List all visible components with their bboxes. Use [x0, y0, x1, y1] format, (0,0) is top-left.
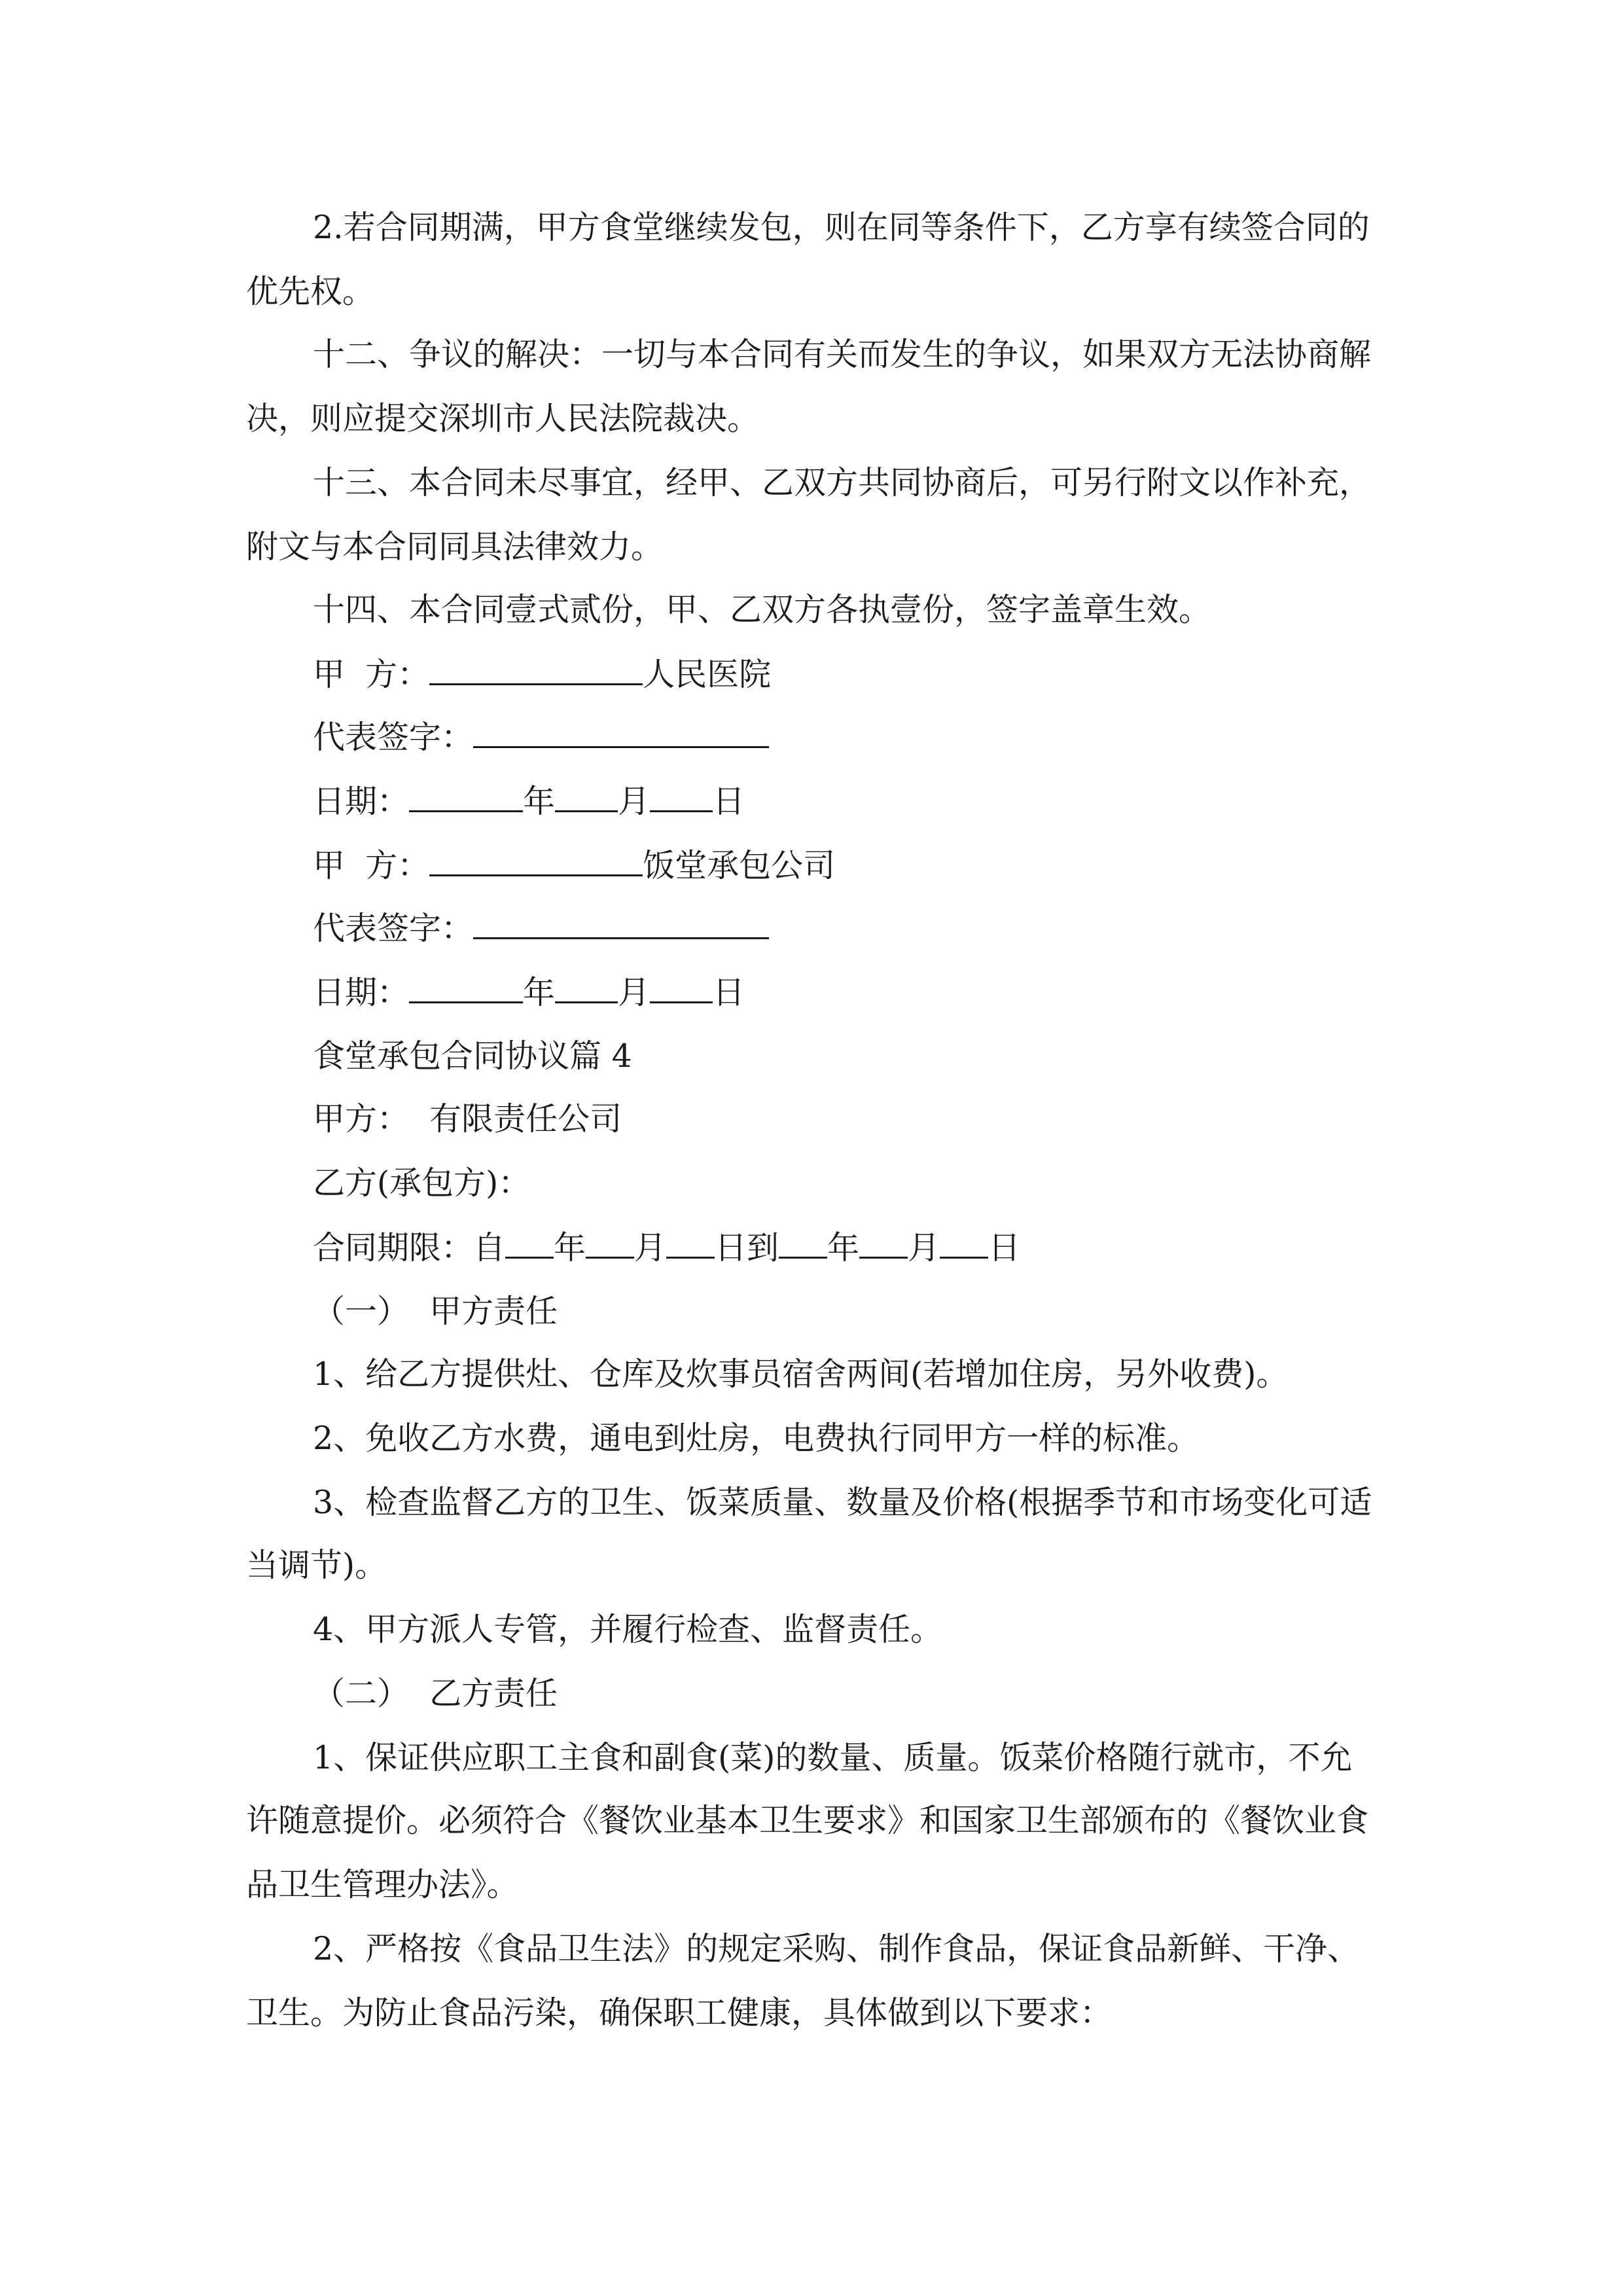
section-heading: （一） 甲方责任	[313, 1293, 558, 1330]
section-heading: （二） 乙方责任	[313, 1675, 558, 1712]
list-item: 1、保证供应职工主食和副食(菜)的数量、质量。饭菜价格随行就市，不允	[313, 1739, 1353, 1776]
paragraph-line: 优先权。	[246, 273, 375, 310]
rep-signature-line	[313, 908, 769, 948]
party-blank	[429, 655, 643, 685]
year-label: 年	[523, 974, 556, 1011]
rep-label: 代表签字：	[313, 910, 474, 947]
year-label: 年	[523, 783, 556, 820]
year-blank	[505, 1228, 554, 1259]
day-blank	[650, 781, 713, 812]
day-to-label: 日到	[715, 1229, 779, 1266]
party-blank	[429, 846, 643, 876]
day-blank	[666, 1228, 715, 1259]
date-label: 日期：	[313, 783, 410, 820]
rep-blank	[473, 717, 769, 748]
month-label: 月	[618, 974, 651, 1011]
section-title: 食堂承包合同协议篇 4	[313, 1037, 632, 1075]
party-line	[313, 846, 835, 886]
party-name: 饭堂承包公司	[643, 847, 836, 884]
paragraph-line: 附文与本合同同具法律效力。	[246, 528, 664, 565]
list-item: 2、严格按《食品卫生法》的规定采购、制作食品，保证食品新鲜、干净、	[313, 1930, 1360, 1967]
month-blank	[555, 973, 618, 1003]
day-blank	[940, 1228, 988, 1259]
date-label: 日期：	[313, 974, 410, 1011]
day-label: 日	[713, 783, 745, 820]
paragraph-line: 决，则应提交深圳市人民法院裁决。	[246, 400, 760, 437]
date-line	[313, 781, 745, 821]
party-b-line: 乙方(承包方)：	[313, 1164, 531, 1202]
paragraph-line: 十三、本合同未尽事宜，经甲、乙双方共同协商后，可另行附文以作补充，	[313, 464, 1372, 501]
party-line	[313, 655, 771, 694]
date-line	[313, 973, 745, 1013]
month-label: 月	[908, 1229, 940, 1266]
paragraph-line: 十二、争议的解决：一切与本合同有关而发生的争议，如果双方无法协商解	[313, 336, 1372, 373]
month-blank	[586, 1228, 634, 1259]
party-name: 人民医院	[643, 656, 772, 693]
day-blank	[650, 973, 713, 1003]
list-item-continuation: 当调节)。	[246, 1547, 387, 1584]
month-blank	[555, 781, 618, 812]
rep-blank	[473, 908, 769, 939]
month-blank	[859, 1228, 908, 1259]
party-a-line: 甲方： 有限责任公司	[313, 1100, 622, 1138]
party-label: 甲 方：	[313, 656, 430, 693]
year-label: 年	[827, 1229, 860, 1266]
list-item-continuation: 许随意提价。必须符合《餐饮业基本卫生要求》和国家卫生部颁布的《餐饮业食	[246, 1802, 1369, 1839]
rep-label: 代表签字：	[313, 719, 474, 756]
list-item: 3、检查监督乙方的卫生、饭菜质量、数量及价格(根据季节和市场变化可适	[313, 1484, 1372, 1521]
contract-term-line	[313, 1228, 1020, 1268]
list-item: 4、甲方派人专管，并履行检查、监督责任。	[313, 1611, 943, 1648]
year-blank	[779, 1228, 827, 1259]
party-label: 甲 方：	[313, 847, 430, 884]
term-label: 合同期限：自	[313, 1229, 506, 1266]
rep-signature-line	[313, 717, 769, 757]
list-item-continuation: 品卫生管理办法》。	[246, 1866, 519, 1903]
month-label: 月	[634, 1229, 667, 1266]
list-item: 2、免收乙方水费，通电到灶房，电费执行同甲方一样的标准。	[313, 1420, 1200, 1457]
year-blank	[409, 781, 523, 812]
day-label: 日	[988, 1229, 1021, 1266]
year-label: 年	[554, 1229, 586, 1266]
paragraph-line: 十四、本合同壹式贰份，甲、乙双方各执壹份，签字盖章生效。	[313, 591, 1211, 628]
paragraph-line: 2.若合同期满，甲方食堂继续发包，则在同等条件下，乙方享有续签合同的	[313, 209, 1370, 246]
month-label: 月	[618, 783, 651, 820]
day-label: 日	[713, 974, 745, 1011]
list-item-continuation: 卫生。为防止食品污染，确保职工健康，具体做到以下要求：	[246, 1994, 1113, 2032]
year-blank	[409, 973, 523, 1003]
list-item: 1、给乙方提供灶、仓库及炊事员宿舍两间(若增加住房，另外收费)。	[313, 1355, 1289, 1393]
